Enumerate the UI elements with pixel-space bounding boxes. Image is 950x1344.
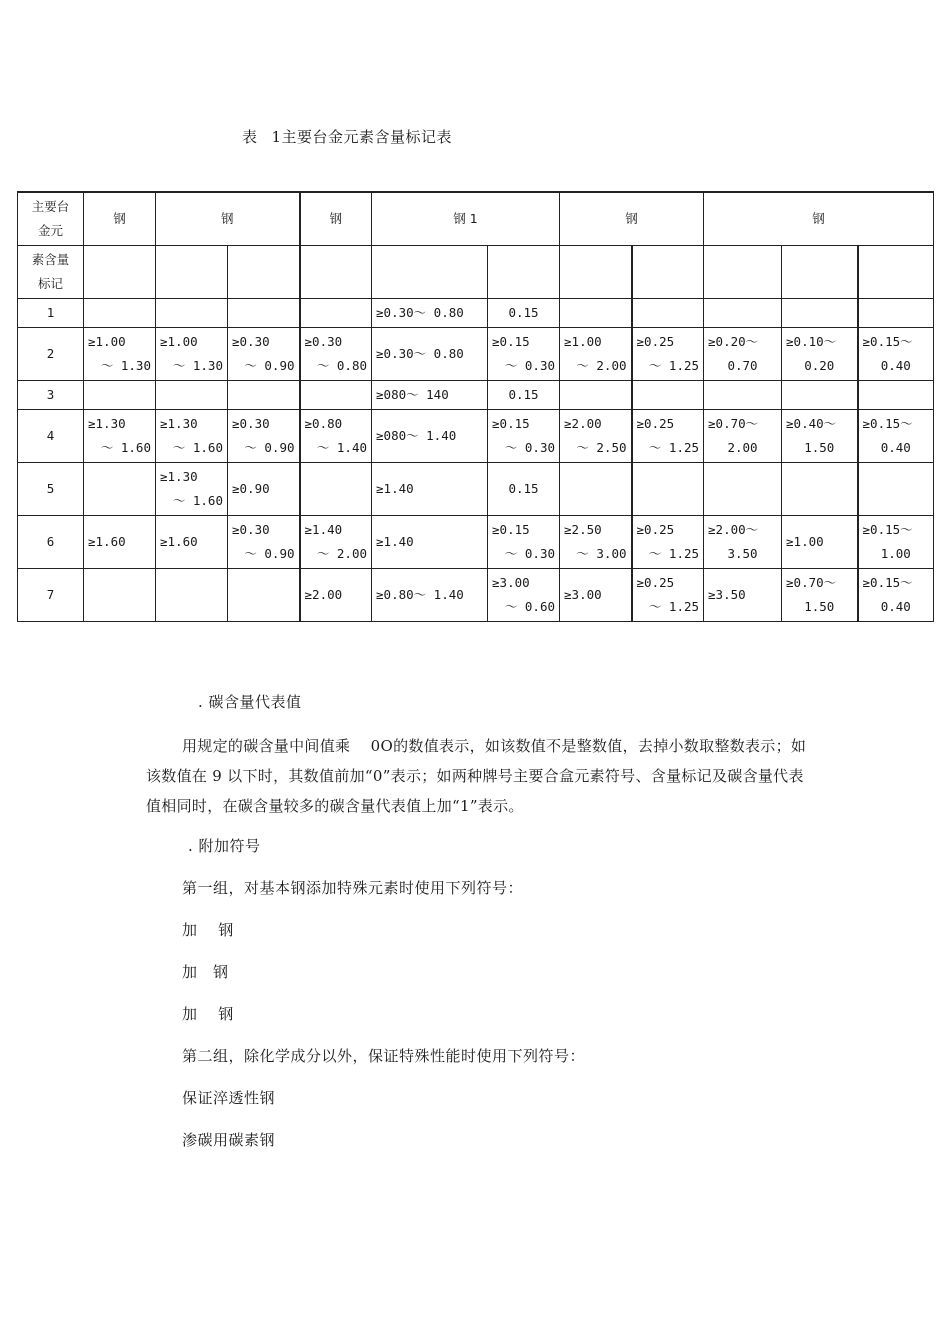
group2-item: 渗碳用碳素钢: [182, 1131, 276, 1149]
table-cell: [372, 463, 488, 516]
table-row: [18, 516, 934, 569]
cell-line: ～ 1.60: [100, 440, 151, 455]
cell-line: ～ 1.60: [172, 493, 223, 508]
subheader-cell: [704, 246, 782, 299]
cell-line: ≥2.00: [564, 416, 602, 431]
group1-item: 加 钢: [182, 921, 234, 939]
table-row: [18, 381, 934, 410]
table-cell: [560, 328, 632, 381]
subheader-cell: [228, 246, 300, 299]
table-cell: [782, 299, 858, 328]
table-cell: [704, 569, 782, 622]
cell-line: ≥0.70～: [786, 575, 837, 590]
table-cell: [560, 516, 632, 569]
cell-line: ≥0.15: [492, 522, 530, 537]
cell-line: ≥1.60: [160, 534, 198, 549]
cell-line: ≥0.90: [232, 481, 270, 496]
cell-line: ≥1.00: [88, 334, 126, 349]
cell-line: ～ 1.25: [648, 546, 700, 561]
table-cell: [300, 569, 372, 622]
cell-line: ≥0.30～ 0.80: [376, 305, 464, 320]
table-cell: [228, 569, 300, 622]
cell-line: ～ 2.00: [316, 546, 368, 561]
table-cell: [488, 516, 560, 569]
subheader-cell: [300, 246, 372, 299]
table-cell: [488, 328, 560, 381]
table-cell: [632, 569, 704, 622]
table-cell: [156, 381, 228, 410]
table-cell: [632, 410, 704, 463]
cell-line: 0.40: [880, 599, 911, 614]
cell-line: ≥080～ 1.40: [376, 428, 457, 443]
cell-line: ～ 0.30: [504, 358, 556, 373]
table-row: [18, 569, 934, 622]
table-cell: [300, 328, 372, 381]
table-cell: [156, 516, 228, 569]
cell-line: ≥0.30: [232, 334, 270, 349]
subheader-col0: 素含量 标记: [18, 246, 84, 299]
cell-line: ≥0.20～: [708, 334, 759, 349]
cell-line: ≥2.00～: [708, 522, 759, 537]
table-cell: [300, 463, 372, 516]
caption-prefix: 表: [242, 128, 258, 146]
table-cell: [228, 299, 300, 328]
group1-item: 加 钢: [182, 963, 229, 981]
table-caption: [242, 126, 452, 147]
cell-line: ～ 2.50: [576, 440, 627, 455]
cell-line: 0.15: [508, 305, 539, 320]
cell-line: ≥0.70～: [708, 416, 759, 431]
cell-line: ≥080～ 140: [376, 387, 449, 402]
subheader-cell: [372, 246, 488, 299]
table-cell: [632, 516, 704, 569]
table-row: [18, 328, 934, 381]
row-mark: 1: [18, 299, 84, 328]
cell-line: ≥0.25: [636, 334, 675, 349]
table-cell: [84, 463, 156, 516]
cell-line: 1.00: [880, 546, 911, 561]
cell-line: 3.50: [727, 546, 758, 561]
subheader-cell: [782, 246, 858, 299]
table-cell: [704, 463, 782, 516]
row-mark: 7: [18, 569, 84, 622]
table-cell: [858, 569, 934, 622]
cell-line: ～ 0.60: [504, 599, 556, 614]
cell-line: ≥0.30: [232, 522, 270, 537]
table-cell: [372, 299, 488, 328]
cell-line: ≥1.00: [564, 334, 602, 349]
cell-line: ～ 1.30: [172, 358, 223, 373]
table-cell: [84, 569, 156, 622]
cell-line: ～ 1.25: [648, 599, 700, 614]
table-header-row: [18, 192, 934, 246]
cell-line: ～ 2.00: [576, 358, 627, 373]
table-cell: [560, 299, 632, 328]
carbon-paragraph: 用规定的碳含量中间值乘 0O的数值表示，如该数值不是整数值，去掉小数取整数表示；如该数值在 9 以下时，其数值前加“0”表示；如两种牌号主要合盒元素符号、含量标记及碳含量代表值相同时，在碳含量较多的碳含量代表值上加“1”表示。: [146, 737, 807, 815]
cell-line: ≥1.40: [376, 534, 414, 549]
cell-line: ～ 1.40: [316, 440, 368, 455]
table-cell: [782, 328, 858, 381]
cell-line: ≥3.50: [708, 587, 746, 602]
cell-line: ≥0.25: [636, 416, 675, 431]
cell-line: ≥0.15: [492, 334, 530, 349]
cell-line: 0.15: [508, 481, 539, 496]
cell-line: ～ 1.25: [648, 358, 700, 373]
group2-item: 保证淬透性钢: [182, 1089, 276, 1107]
table-cell: [228, 381, 300, 410]
table-cell: [858, 299, 934, 328]
table-cell: [632, 463, 704, 516]
cell-line: ≥0.25: [636, 522, 675, 537]
subheader-cell: [156, 246, 228, 299]
table-cell: [704, 410, 782, 463]
table-cell: [300, 299, 372, 328]
row-mark: 6: [18, 516, 84, 569]
table-cell: [228, 410, 300, 463]
cell-line: ≥1.40: [376, 481, 414, 496]
cell-line: 0.70: [727, 358, 758, 373]
table-cell: [84, 299, 156, 328]
table-cell: [84, 328, 156, 381]
cell-line: 1.50: [804, 599, 835, 614]
group1-text: 第一组，对基本钢添加特殊元素时使用下列符号：: [182, 879, 524, 897]
table-cell: [84, 410, 156, 463]
table-row: [18, 463, 934, 516]
subheader-cell: [488, 246, 560, 299]
cell-line: ≥0.15～: [862, 575, 913, 590]
cell-line: ≥0.15: [492, 416, 530, 431]
cell-line: ～ 0.90: [244, 546, 295, 561]
cell-line: 0.40: [880, 440, 911, 455]
cell-line: ≥1.00: [786, 534, 824, 549]
table-subheader-row: [18, 246, 934, 299]
cell-line: ～ 1.30: [100, 358, 151, 373]
table-cell: [372, 328, 488, 381]
table-cell: [858, 463, 934, 516]
table-cell: [488, 569, 560, 622]
table-cell: [858, 516, 934, 569]
cell-line: ～ 3.00: [576, 546, 627, 561]
cell-line: ～ 0.90: [244, 358, 295, 373]
cell-line: ～ 0.30: [504, 440, 556, 455]
table-cell: [300, 410, 372, 463]
suffix-section-heading: . 附加符号: [188, 837, 261, 855]
cell-line: ≥0.30～ 0.80: [376, 346, 464, 361]
cell-line: ≥0.30: [232, 416, 270, 431]
table-cell: [782, 569, 858, 622]
cell-line: ≥0.80: [304, 416, 343, 431]
table-cell: [782, 516, 858, 569]
table-cell: [228, 328, 300, 381]
cell-line: ≥0.30: [304, 334, 343, 349]
table-cell: [372, 569, 488, 622]
table-cell: [228, 516, 300, 569]
table-cell: [372, 410, 488, 463]
cell-line: ≥2.50: [564, 522, 602, 537]
cell-line: 1.50: [804, 440, 835, 455]
table-cell: [228, 463, 300, 516]
table-cell: [704, 516, 782, 569]
table-cell: [704, 381, 782, 410]
header-group-2: 钢: [156, 192, 300, 246]
cell-line: ～ 1.60: [172, 440, 223, 455]
table-cell: [488, 463, 560, 516]
table-cell: [156, 328, 228, 381]
subheader-cell: [560, 246, 632, 299]
table-cell: [156, 299, 228, 328]
cell-line: ≥1.30: [88, 416, 126, 431]
table-cell: [156, 463, 228, 516]
table-cell: [372, 381, 488, 410]
header-group-6: 钢: [704, 192, 934, 246]
cell-line: ≥1.30: [160, 469, 198, 484]
subheader-cell: [632, 246, 704, 299]
cell-line: ≥0.10～: [786, 334, 837, 349]
table-cell: [488, 299, 560, 328]
table-cell: [488, 410, 560, 463]
cell-line: 2.00: [727, 440, 758, 455]
cell-line: ≥1.00: [160, 334, 198, 349]
cell-line: 0.20: [804, 358, 835, 373]
table-cell: [156, 410, 228, 463]
table-cell: [84, 516, 156, 569]
table-cell: [372, 516, 488, 569]
cell-line: ≥0.15～: [862, 416, 913, 431]
table-cell: [156, 569, 228, 622]
subheader-cell: [858, 246, 934, 299]
cell-line: ≥0.40～: [786, 416, 837, 431]
cell-line: 0.15: [508, 387, 539, 402]
table-cell: [488, 381, 560, 410]
cell-line: ≥0.15～: [862, 334, 913, 349]
group1-item: 加 钢: [182, 1005, 234, 1023]
cell-line: ～ 0.90: [244, 440, 295, 455]
cell-line: ≥2.00: [304, 587, 343, 602]
row-mark: 3: [18, 381, 84, 410]
table-cell: [782, 381, 858, 410]
table-row: [18, 299, 934, 328]
group2-text: 第二组，除化学成分以外，保证特殊性能时使用下列符号：: [182, 1047, 586, 1065]
subheader-cell: [84, 246, 156, 299]
cell-line: ～ 1.25: [648, 440, 700, 455]
cell-line: 0.40: [880, 358, 911, 373]
table-cell: [858, 410, 934, 463]
caption-title: 1主要台金元素含量标记表: [271, 128, 453, 146]
header-col0: 主要台 金元: [18, 192, 84, 246]
cell-line: ≥0.25: [636, 575, 675, 590]
table-cell: [560, 569, 632, 622]
table-cell: [632, 299, 704, 328]
table-cell: [84, 381, 156, 410]
table-cell: [704, 328, 782, 381]
cell-line: ≥1.40: [304, 522, 343, 537]
header-group-5: 钢: [560, 192, 704, 246]
header-group-1: 钢: [84, 192, 156, 246]
header-group-3: 钢: [300, 192, 372, 246]
table-cell: [632, 328, 704, 381]
table-cell: [858, 328, 934, 381]
table-cell: [560, 410, 632, 463]
cell-line: ≥3.00: [564, 587, 602, 602]
table-cell: [632, 381, 704, 410]
table-cell: [300, 516, 372, 569]
row-mark: 2: [18, 328, 84, 381]
cell-line: ～ 0.80: [316, 358, 368, 373]
cell-line: ～ 0.30: [504, 546, 556, 561]
table-cell: [782, 410, 858, 463]
alloy-content-mark-table: [17, 191, 934, 622]
header-group-4: 钢 1: [372, 192, 560, 246]
row-mark: 5: [18, 463, 84, 516]
row-mark: 4: [18, 410, 84, 463]
table-cell: [782, 463, 858, 516]
cell-line: ≥1.60: [88, 534, 126, 549]
carbon-section-heading: . 碳含量代表值: [198, 693, 302, 711]
table-cell: [858, 381, 934, 410]
table-cell: [560, 381, 632, 410]
table-cell: [704, 299, 782, 328]
cell-line: ≥0.80～ 1.40: [376, 587, 464, 602]
cell-line: ≥0.15～: [862, 522, 913, 537]
table-row: [18, 410, 934, 463]
cell-line: ≥3.00: [492, 575, 530, 590]
table-cell: [560, 463, 632, 516]
cell-line: ≥1.30: [160, 416, 198, 431]
table-cell: [300, 381, 372, 410]
